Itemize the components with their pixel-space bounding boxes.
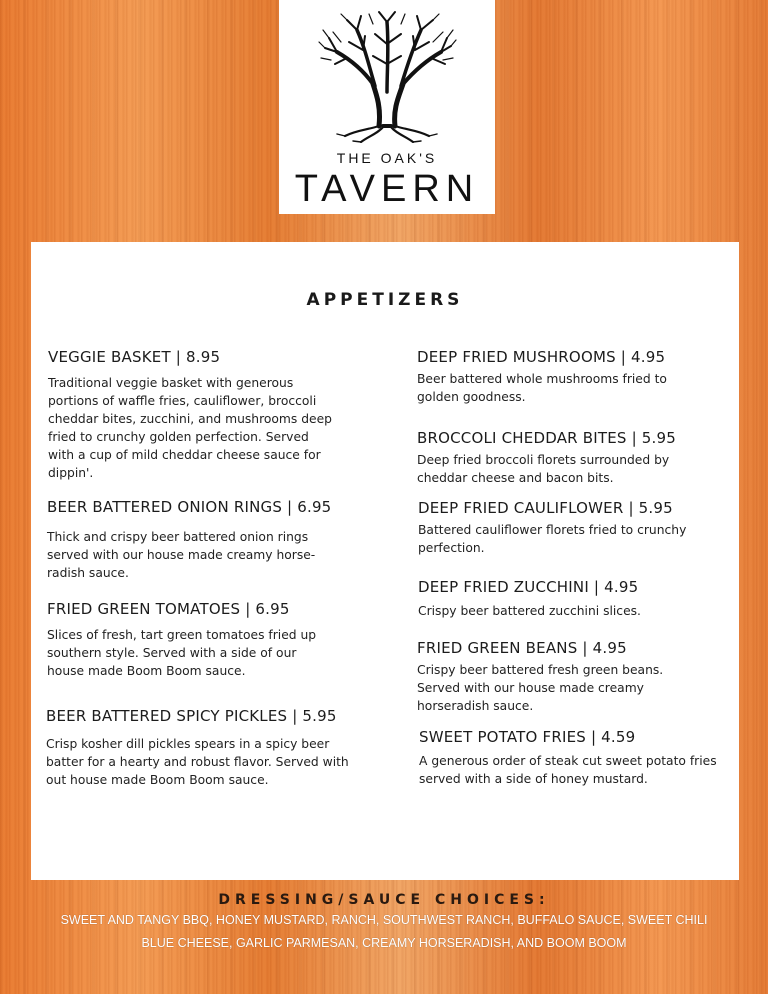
item-description: Crisp kosher dill pickles spears in a spicy beer batter for a hearty and robust flavor. Served with out house made Boom Boom sauce.: [46, 737, 349, 787]
item-description: Deep fried broccoli florets surrounded by cheddar cheese and bacon bits.: [417, 453, 670, 485]
logo-title: TAVERN: [294, 168, 480, 210]
item-title: BROCCOLI CHEDDAR BITES | 5.95: [417, 429, 677, 447]
sauce-choices-line-2: BLUE CHEESE, GARLIC PARMESAN, CREAMY HORSERADISH, AND BOOM BOOM: [141, 936, 627, 950]
menu-item-fried-green-tomatoes: [47, 600, 367, 680]
item-title: FRIED GREEN BEANS | 4.95: [417, 639, 627, 657]
menu-item-sweet-potato-fries: [419, 728, 739, 788]
sauce-choices-line-1: SWEET AND TANGY BBQ, HONEY MUSTARD, RANCH, SOUTHWEST RANCH, BUFFALO SAUCE, SWEET CHILI: [60, 913, 708, 927]
sauce-choices-title: DRESSING/SAUCE CHOICES:: [218, 892, 550, 908]
item-title: DEEP FRIED ZUCCHINI | 4.95: [418, 578, 639, 596]
logo-subtitle: THE OAK'S: [336, 150, 438, 166]
menu-item-veggie-basket: [48, 348, 368, 482]
oak-tree-icon: [317, 8, 457, 143]
menu-card: [31, 242, 739, 880]
menu-item-fried-cauliflower: [418, 499, 738, 557]
logo: [279, 0, 495, 214]
item-description: Crispy beer battered zucchini slices.: [418, 604, 641, 618]
menu-item-fried-mushrooms: [417, 348, 737, 406]
menu-item-onion-rings: [47, 498, 367, 582]
menu-item-fried-zucchini: [418, 578, 738, 620]
item-description: Slices of fresh, tart green tomatoes fried up southern style. Served with a side of our house made Boom Boom sauce.: [47, 628, 317, 678]
item-description: Thick and crispy beer battered onion rings served with our house made creamy horse-radish sauce.: [47, 530, 316, 580]
item-title: BEER BATTERED SPICY PICKLES | 5.95: [46, 707, 337, 725]
item-title: DEEP FRIED CAULIFLOWER | 5.95: [418, 499, 673, 517]
menu-item-spicy-pickles: [46, 707, 366, 789]
item-title: SWEET POTATO FRIES | 4.59: [419, 728, 636, 746]
menu-item-fried-green-beans: [417, 639, 737, 715]
item-description: Battered cauliflower florets fried to crunchy perfection.: [418, 523, 687, 555]
section-title: APPETIZERS: [306, 290, 464, 310]
item-title: DEEP FRIED MUSHROOMS | 4.95: [417, 348, 666, 366]
menu-item-broccoli-cheddar-bites: [417, 429, 737, 487]
item-description: Crispy beer battered fresh green beans. Served with our house made creamy horseradish sauce.: [417, 663, 664, 713]
item-description: Beer battered whole mushrooms fried to golden goodness.: [417, 372, 667, 404]
item-title: BEER BATTERED ONION RINGS | 6.95: [47, 498, 332, 516]
item-description: A generous order of steak cut sweet potato fries served with a side of honey mustard.: [419, 754, 717, 786]
item-title: FRIED GREEN TOMATOES | 6.95: [47, 600, 290, 618]
item-title: VEGGIE BASKET | 8.95: [48, 348, 221, 366]
item-description: Traditional veggie basket with generous portions of waffle fries, cauliflower, broccoli cheddar bites, zucchini, and mushrooms deep fried to crunchy golden perfection. Served with a cup of mild cheddar cheese sauce for dippin'.: [48, 376, 332, 480]
